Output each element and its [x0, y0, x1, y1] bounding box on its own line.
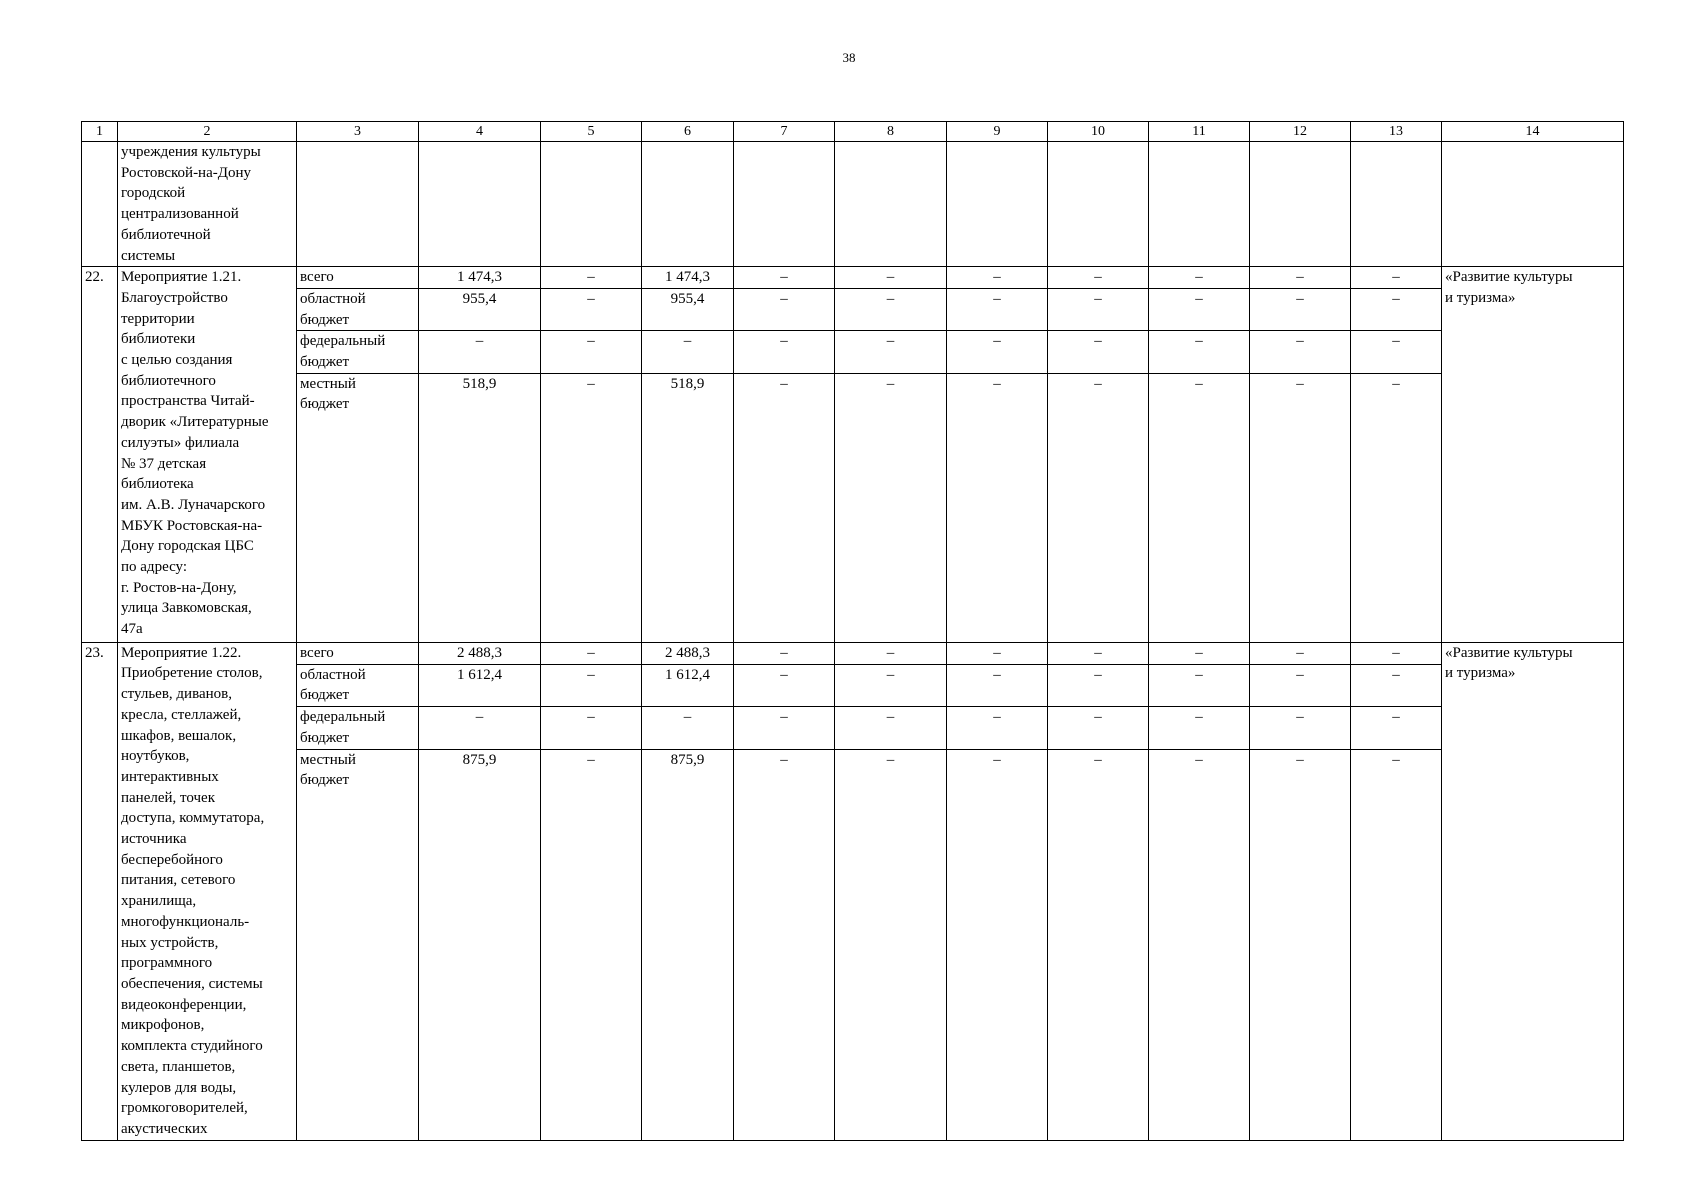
amount-cell: – [541, 288, 642, 330]
table-row [82, 288, 1624, 330]
table-row [82, 331, 1624, 373]
amount-cell: 2 488,3 [419, 642, 541, 664]
amount-cell: – [1250, 331, 1351, 373]
amount-cell: – [947, 642, 1048, 664]
amount-cell: – [947, 267, 1048, 289]
amount-cell: 875,9 [419, 749, 541, 1140]
amount-cell: – [947, 664, 1048, 707]
amount-cell: – [1250, 288, 1351, 330]
amount-cell: – [541, 373, 642, 642]
amount-cell: – [835, 373, 947, 642]
program-activities-table [81, 121, 1624, 1141]
funding-source: всего [297, 642, 419, 664]
table-row [82, 707, 1624, 750]
empty-cell [297, 142, 419, 267]
amount-cell: 1 612,4 [419, 664, 541, 707]
column-number: 4 [419, 122, 541, 142]
amount-cell: – [835, 288, 947, 330]
continuation-row [82, 142, 1624, 267]
funding-source: местный бюджет [297, 373, 419, 642]
amount-cell: – [1250, 707, 1351, 750]
amount-cell: – [1048, 267, 1149, 289]
amount-cell: – [947, 749, 1048, 1140]
amount-cell: – [1351, 331, 1442, 373]
empty-cell [947, 142, 1048, 267]
empty-cell [419, 142, 541, 267]
funding-source: местный бюджет [297, 749, 419, 1140]
table-row [82, 749, 1624, 1140]
amount-cell: 518,9 [419, 373, 541, 642]
funding-source: федеральный бюджет [297, 331, 419, 373]
amount-cell: 955,4 [642, 288, 734, 330]
table-row [82, 373, 1624, 642]
column-number: 5 [541, 122, 642, 142]
column-number: 12 [1250, 122, 1351, 142]
amount-cell: – [419, 331, 541, 373]
amount-cell: – [1149, 331, 1250, 373]
empty-cell [734, 142, 835, 267]
column-number: 8 [835, 122, 947, 142]
amount-cell: 518,9 [642, 373, 734, 642]
funding-source: областной бюджет [297, 288, 419, 330]
amount-cell: – [734, 642, 835, 664]
empty-cell [1149, 142, 1250, 267]
activity-name: Мероприятие 1.22. Приобретение столов, стульев, диванов, кресла, стеллажей, шкафов, вешалок, ноутбуков, интерактивных панелей, точек доступа, коммутатора, источника бесперебойного питания, сетевого хранилища, многофункциональ- ных устройств, программного обеспечения, системы видеоконференции, микрофонов, комплекта студийного света, планшетов, кулеров для воды, громкоговорителей, акустических [118, 642, 297, 1140]
column-number-header-row [82, 122, 1624, 142]
amount-cell: – [734, 664, 835, 707]
column-number: 14 [1442, 122, 1624, 142]
amount-cell: – [541, 267, 642, 289]
table-row [82, 642, 1624, 664]
amount-cell: 955,4 [419, 288, 541, 330]
amount-cell: – [835, 331, 947, 373]
amount-cell: – [1149, 664, 1250, 707]
amount-cell: – [734, 267, 835, 289]
table-row [82, 267, 1624, 289]
column-number: 10 [1048, 122, 1149, 142]
column-number: 2 [118, 122, 297, 142]
amount-cell: – [1048, 373, 1149, 642]
activity-name-continuation: учреждения культуры Ростовской-на-Дону городской централизованной библиотечной системы [118, 142, 297, 267]
table-row [82, 664, 1624, 707]
amount-cell: – [947, 331, 1048, 373]
column-number: 3 [297, 122, 419, 142]
amount-cell: – [1149, 707, 1250, 750]
amount-cell: – [1149, 267, 1250, 289]
column-number: 1 [82, 122, 118, 142]
empty-cell [1442, 142, 1624, 267]
empty-cell [82, 142, 118, 267]
column-number: 6 [642, 122, 734, 142]
amount-cell: – [541, 642, 642, 664]
amount-cell: – [1351, 642, 1442, 664]
amount-cell: – [1250, 373, 1351, 642]
program-name: «Развитие культуры и туризма» [1442, 642, 1624, 1140]
amount-cell: – [1250, 664, 1351, 707]
amount-cell: – [1149, 642, 1250, 664]
amount-cell: – [947, 707, 1048, 750]
amount-cell: – [642, 331, 734, 373]
amount-cell: – [1351, 664, 1442, 707]
amount-cell: 1 612,4 [642, 664, 734, 707]
row-number: 22. [82, 267, 118, 643]
amount-cell: – [1351, 373, 1442, 642]
amount-cell: – [1048, 642, 1149, 664]
amount-cell: – [1149, 749, 1250, 1140]
amount-cell: – [835, 642, 947, 664]
amount-cell: – [734, 288, 835, 330]
amount-cell: – [1250, 749, 1351, 1140]
program-name: «Развитие культуры и туризма» [1442, 267, 1624, 643]
amount-cell: – [541, 749, 642, 1140]
amount-cell: – [1351, 749, 1442, 1140]
amount-cell: – [1048, 749, 1149, 1140]
empty-cell [835, 142, 947, 267]
amount-cell: – [419, 707, 541, 750]
amount-cell: – [1351, 707, 1442, 750]
amount-cell: – [734, 749, 835, 1140]
amount-cell: – [1048, 288, 1149, 330]
amount-cell: – [1351, 288, 1442, 330]
amount-cell: – [835, 664, 947, 707]
amount-cell: – [835, 267, 947, 289]
funding-source: всего [297, 267, 419, 289]
amount-cell: – [1250, 642, 1351, 664]
amount-cell: 875,9 [642, 749, 734, 1140]
amount-cell: – [734, 373, 835, 642]
amount-cell: – [541, 664, 642, 707]
funding-source: федеральный бюджет [297, 707, 419, 750]
amount-cell: – [1149, 288, 1250, 330]
amount-cell: – [734, 331, 835, 373]
amount-cell: – [947, 288, 1048, 330]
column-number: 11 [1149, 122, 1250, 142]
column-number: 7 [734, 122, 835, 142]
amount-cell: – [835, 749, 947, 1140]
amount-cell: – [1149, 373, 1250, 642]
empty-cell [541, 142, 642, 267]
activity-name: Мероприятие 1.21. Благоустройство территории библиотеки с целью создания библиотечного пространства Читай- дворик «Литературные силуэты» филиала № 37 детская библиотека им. А.В. Луначарского МБУК Ростовская-на- Дону городская ЦБС по адресу: г. Ростов-на-Дону, улица Завкомовская, 47а [118, 267, 297, 643]
amount-cell: – [1048, 707, 1149, 750]
row-number: 23. [82, 642, 118, 1140]
amount-cell: 1 474,3 [642, 267, 734, 289]
amount-cell: – [947, 373, 1048, 642]
empty-cell [642, 142, 734, 267]
amount-cell: – [642, 707, 734, 750]
page-number: 38 [842, 50, 856, 65]
amount-cell: – [1048, 331, 1149, 373]
empty-cell [1351, 142, 1442, 267]
funding-source: областной бюджет [297, 664, 419, 707]
amount-cell: – [734, 707, 835, 750]
amount-cell: – [541, 707, 642, 750]
amount-cell: 1 474,3 [419, 267, 541, 289]
amount-cell: – [835, 707, 947, 750]
amount-cell: – [1250, 267, 1351, 289]
column-number: 13 [1351, 122, 1442, 142]
empty-cell [1048, 142, 1149, 267]
column-number: 9 [947, 122, 1048, 142]
amount-cell: – [1048, 664, 1149, 707]
amount-cell: – [541, 331, 642, 373]
amount-cell: 2 488,3 [642, 642, 734, 664]
empty-cell [1250, 142, 1351, 267]
amount-cell: – [1351, 267, 1442, 289]
